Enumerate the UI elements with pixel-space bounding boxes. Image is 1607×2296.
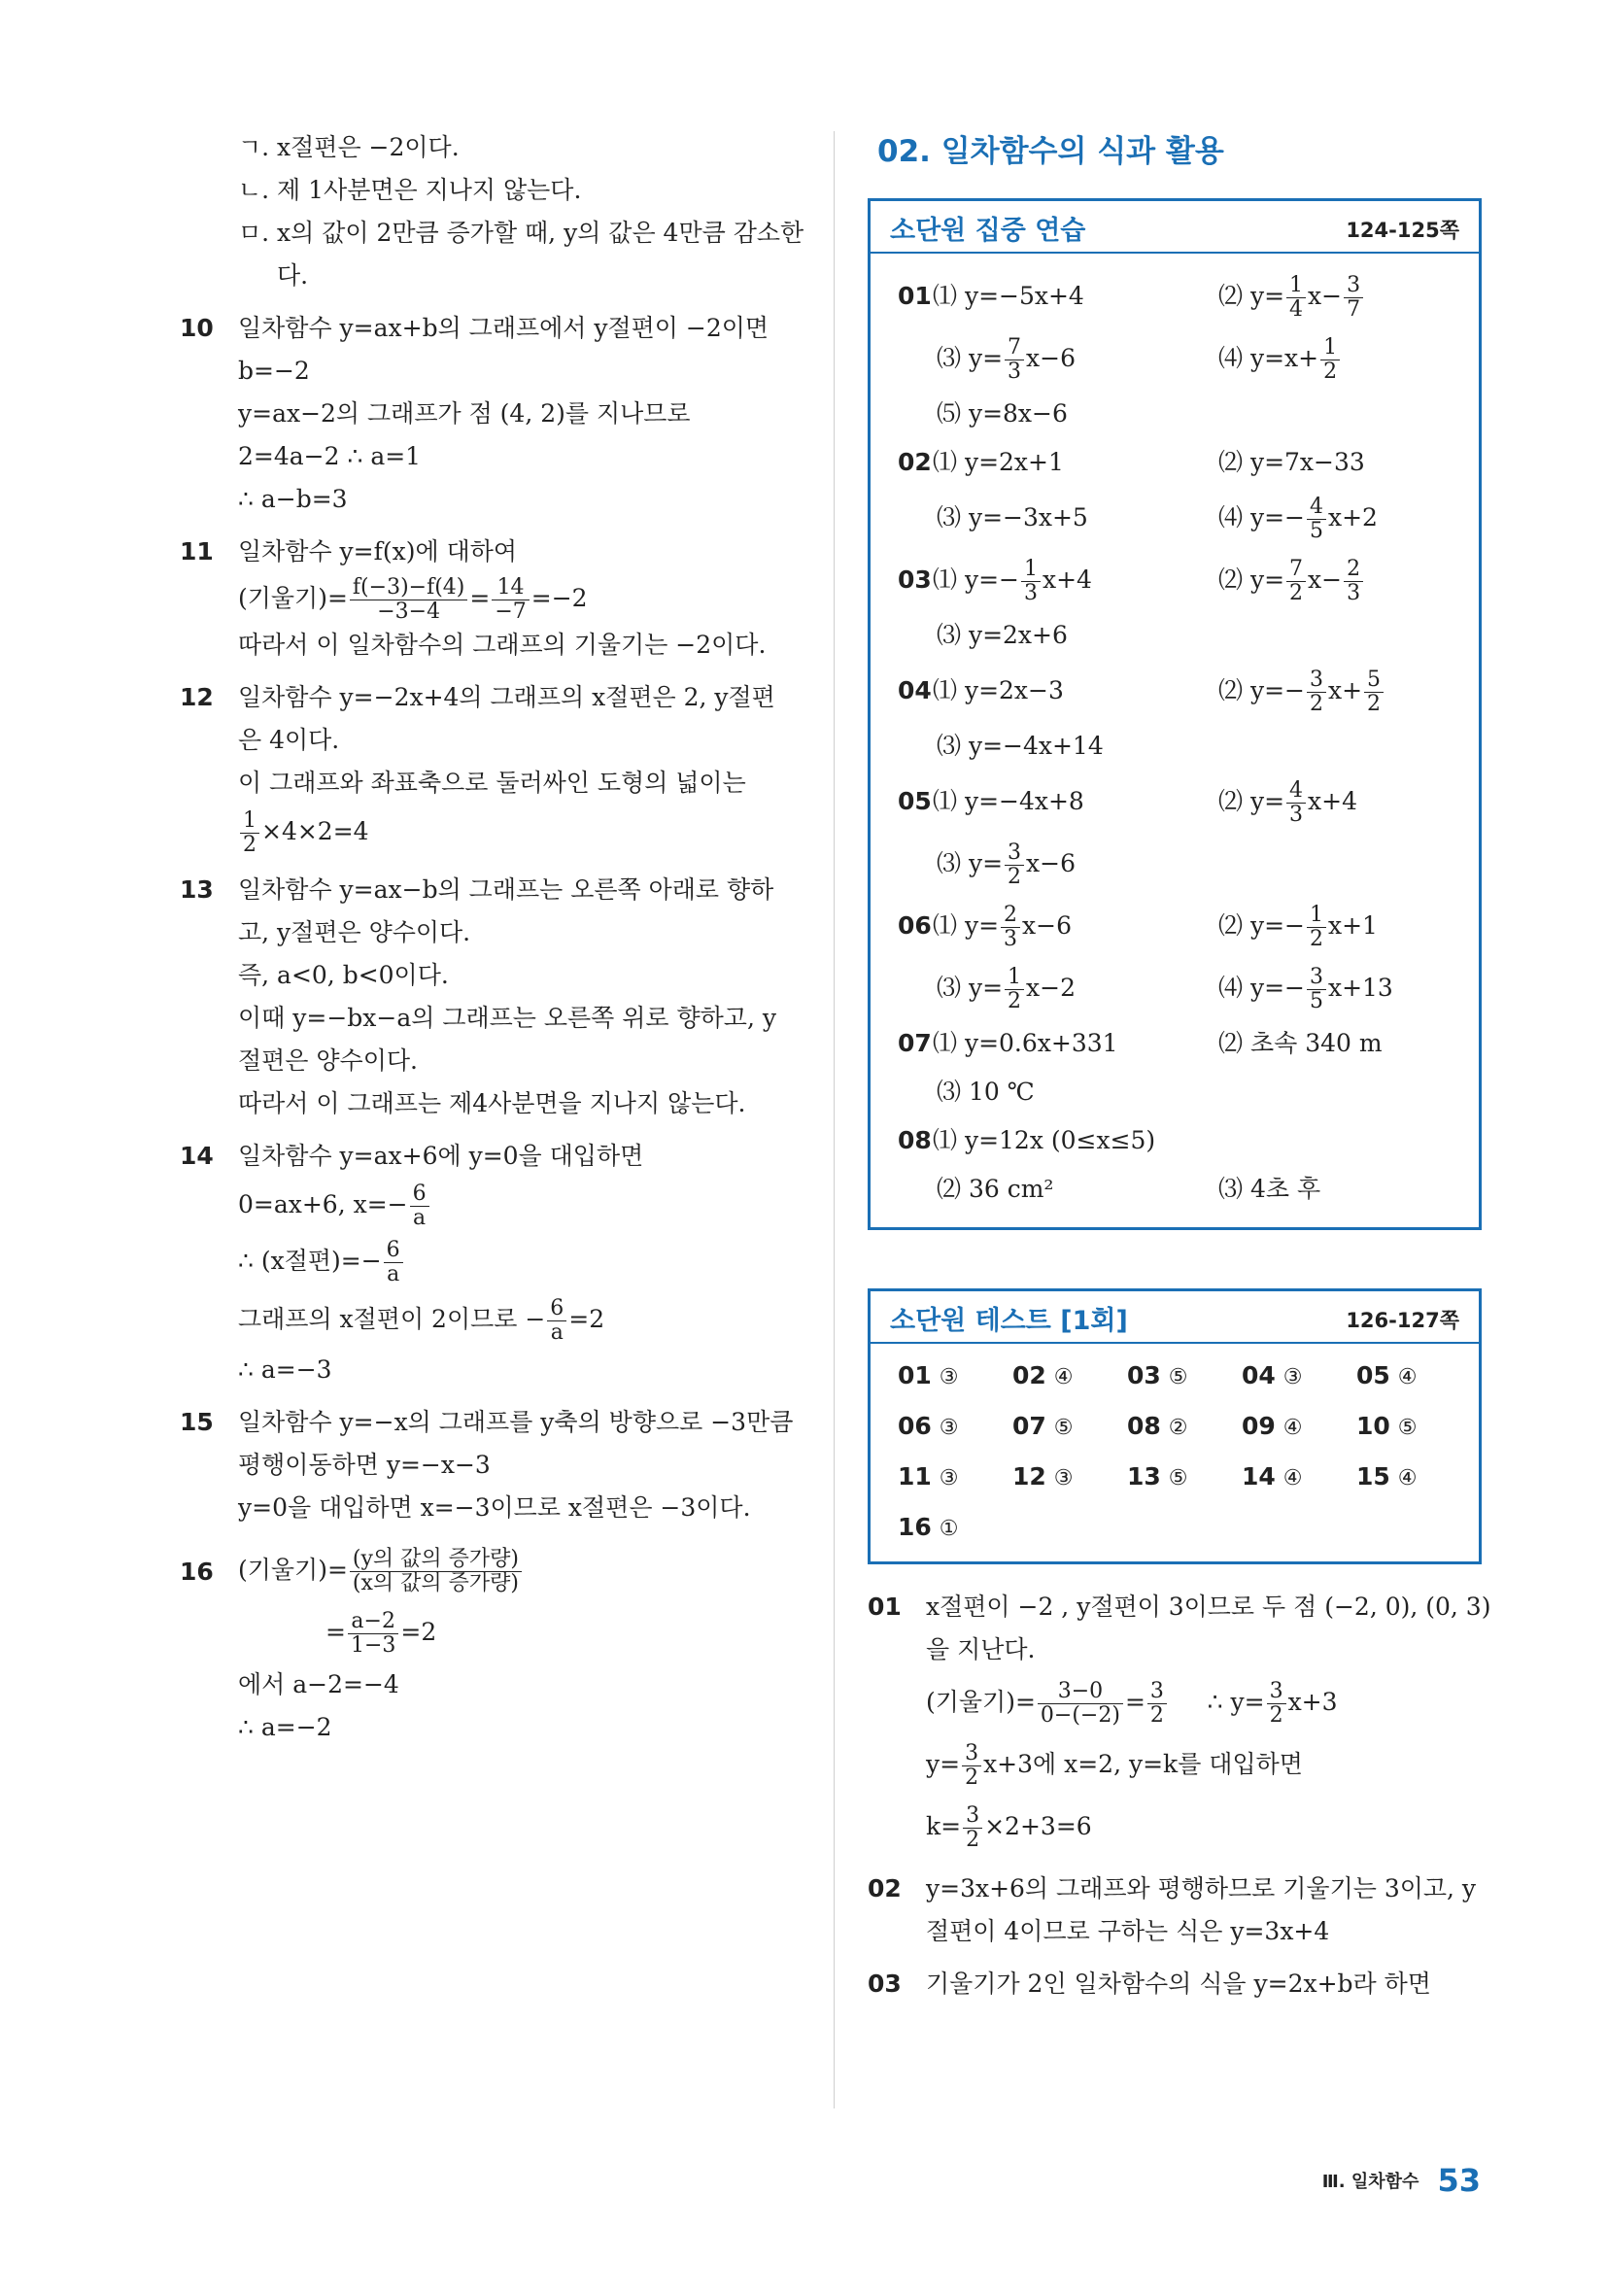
problem-number: 11 [180, 537, 214, 565]
answer-number: 04 [898, 676, 932, 704]
equation-text: (기울기)= [238, 584, 348, 612]
answer-item: ⑷ y=− $\frac{4}{5}$ x+2 [1218, 494, 1378, 543]
problem-number: 15 [180, 1408, 214, 1437]
right-column [868, 126, 1491, 2015]
answer-item: ⑶ 4초 후 [1218, 1175, 1321, 1203]
fraction: $\frac{6}{a}$ [384, 1239, 403, 1286]
chapter-label: Ⅲ. 일차함수 [1321, 2172, 1419, 2192]
slope-equation [926, 1671, 1482, 1733]
answer-item: ⑶ 10 ℃ [937, 1078, 1035, 1106]
solution-line: 이때 y=−bx−a의 그래프는 오른쪽 위로 향하고, y [238, 1004, 776, 1033]
practice-answers [871, 254, 1479, 1227]
solution-01 [868, 1586, 1491, 1858]
answer-item: ⑶ y= $\frac{1}{2}$ x−2 [937, 964, 1076, 1013]
practice-box-header [871, 201, 1479, 254]
slope-equation [238, 1539, 802, 1601]
answer-item: ⑸ y=8x−6 [937, 399, 1068, 428]
equation-text: x+3 [1287, 1688, 1338, 1716]
test-box-title: 소단원 테스트 [1회] [890, 1306, 1128, 1336]
problem-12 [180, 676, 802, 859]
practice-box-title: 소단원 집중 연습 [890, 216, 1086, 246]
answer-row [898, 265, 1459, 327]
solution-line: ∴ a=−2 [238, 1713, 332, 1742]
equation-text: = [469, 584, 491, 612]
solution-line: ∴ a=−3 [238, 1355, 332, 1385]
solution-line: 일차함수 y=ax+6에 y=0을 대입하면 [238, 1142, 644, 1171]
equation-text: x+3에 x=2, y=k를 대입하면 [983, 1750, 1303, 1778]
answer-number: 06 [898, 911, 932, 940]
fraction: $\frac{6}{a}$ [410, 1182, 429, 1230]
answer-row [898, 438, 1459, 487]
answer-row [898, 549, 1459, 611]
answer-item: ⑶ y= $\frac{7}{3}$ x−6 [937, 334, 1076, 384]
answer-row [898, 327, 1459, 390]
answer-item: ⑶ y=2x+6 [937, 621, 1068, 649]
solution-line: b=−2 [238, 357, 310, 385]
problem-13 [180, 869, 802, 1125]
solution-line: 평행이동하면 y=−x−3 [238, 1451, 491, 1480]
fraction: $\frac{14}{-7}$ [492, 576, 529, 624]
solution-line: y=ax−2의 그래프가 점 (4, 2)를 지나므로 [238, 399, 691, 428]
equation-text: y= [926, 1750, 961, 1778]
solution-line: 이 그래프와 좌표축으로 둘러싸인 도형의 넓이는 [238, 769, 746, 798]
test-answer: 07 ⑤ [1012, 1412, 1074, 1440]
test-answer: 16 ① [898, 1513, 959, 1541]
solution-line: 일차함수 y=f(x)에 대하여 [238, 537, 518, 565]
answer-item: ⑷ y=x+ $\frac{1}{2}$ [1218, 327, 1342, 390]
area-equation [238, 805, 802, 859]
equation-text: ×2+3=6 [984, 1812, 1092, 1840]
answer-item: ⑴ y=0.6x+331 [933, 1029, 1118, 1057]
problem-number: 14 [180, 1142, 214, 1171]
answer-item: ⑶ y=−4x+14 [937, 732, 1104, 760]
answer-row [898, 390, 1459, 438]
section-title: 02. 일차함수의 식과 활용 [877, 134, 1224, 169]
fraction: $\frac{f(-3)-f(4)}{-3-4}$ [350, 576, 467, 624]
equation-text: (기울기)= [238, 1556, 348, 1585]
answer-item: ⑴ y=−5x+4 [933, 282, 1084, 310]
solution-line: 일차함수 y=−2x+4의 그래프의 x절편은 2, y절편 [238, 683, 775, 712]
column-divider [834, 131, 835, 2108]
answer-number: 08 [898, 1126, 932, 1154]
problem-number: 03 [868, 1970, 902, 1998]
answer-item: ⑵ y= $\frac{4}{3}$ x+4 [1218, 777, 1357, 827]
solution-line: 일차함수 y=ax−b의 그래프는 오른쪽 아래로 향하 [238, 875, 774, 905]
practice-answer-box [868, 198, 1482, 1230]
answer-item: ⑷ y=− $\frac{3}{5}$ x+13 [1218, 964, 1393, 1013]
test-answer: 12 ③ [1012, 1462, 1074, 1491]
test-answer: 10 ⑤ [1356, 1412, 1418, 1440]
fraction: $\frac{3}{2}$ [1147, 1680, 1167, 1728]
answer-row [898, 1019, 1459, 1068]
left-column [180, 126, 802, 1759]
solution-line: 기울기가 2인 일차함수의 식을 y=2x+b라 하면 [926, 1970, 1431, 1998]
answer-row [898, 611, 1459, 660]
answer-row [898, 1165, 1459, 1214]
test-answer: 05 ④ [1356, 1361, 1418, 1389]
solution-line [238, 1232, 802, 1290]
test-answer: 15 ④ [1356, 1462, 1418, 1491]
solution-line: 일차함수 y=ax+b의 그래프에서 y절편이 −2이면 [238, 314, 769, 342]
answer-item: ⑴ y=− $\frac{1}{3}$ x+4 [933, 556, 1092, 605]
test-answer: 04 ③ [1242, 1361, 1303, 1389]
equation-text: (기울기)= [926, 1688, 1036, 1716]
problem-number: 02 [868, 1874, 902, 1902]
test-answer: 01 ③ [898, 1361, 959, 1389]
answer-item: ⑴ y=2x+1 [933, 448, 1064, 476]
solution-line [926, 1796, 1482, 1858]
answer-item: ⑵ y=− $\frac{1}{2}$ x+1 [1218, 902, 1378, 951]
equation-text: ∴ (x절편)=− [238, 1247, 382, 1276]
answer-row [898, 660, 1459, 722]
solution-line: ∴ a−b=3 [238, 485, 348, 513]
test-box-header [871, 1291, 1479, 1344]
test-answer: 09 ④ [1242, 1412, 1303, 1440]
answer-item: ⑶ y=−3x+5 [937, 503, 1088, 531]
intro-line: ㄴ. 제 1사분면은 지나지 않는다. [238, 176, 582, 204]
answer-row [898, 1116, 1459, 1165]
test-answer: 11 ③ [898, 1462, 959, 1491]
answer-number: 03 [898, 565, 932, 594]
equation-text: ×4×2=4 [261, 817, 369, 846]
answer-row [898, 722, 1459, 771]
fraction: $\frac{3}{2}$ [963, 1804, 982, 1852]
problem-number: 16 [180, 1558, 214, 1587]
fraction: $\frac{\text{(y의 값의 증가량)}}{\text{(x의 값의 증가량)}}$ [350, 1548, 522, 1595]
equation-text: = [1124, 1688, 1145, 1716]
answer-number: 01 [898, 282, 932, 310]
test-answer: 13 ⑤ [1127, 1462, 1188, 1491]
answer-row [898, 895, 1459, 957]
equation-text: =2 [568, 1305, 605, 1334]
problem-number: 10 [180, 314, 214, 342]
solution-line: y=3x+6의 그래프와 평행하므로 기울기는 3이고, y [926, 1874, 1477, 1902]
solution-line: x절편이 −2 , y절편이 3이므로 두 점 (−2, 0), (0, 3) [926, 1593, 1491, 1621]
equation-text: k= [926, 1812, 962, 1840]
answer-number: 05 [898, 787, 932, 815]
solution-03 [868, 1963, 1482, 2005]
solution-line: 은 4이다. [238, 726, 340, 755]
answer-item: ⑵ y=7x−33 [1218, 448, 1365, 476]
fraction: $\frac{3}{2}$ [1267, 1680, 1286, 1728]
page-number: 53 [1437, 2162, 1481, 2199]
test-answer: 02 ④ [1012, 1361, 1074, 1389]
test-answer-grid [871, 1344, 1479, 1561]
fraction: $\frac{3}{2}$ [962, 1742, 981, 1790]
equation-text: ∴ y= [1168, 1688, 1265, 1716]
problem-number: 13 [180, 875, 214, 905]
problem-number: 12 [180, 683, 214, 712]
intro-line: 다. [277, 261, 309, 290]
problem-14 [180, 1135, 802, 1391]
solution-line: 일차함수 y=−x의 그래프를 y축의 방향으로 −3만큼 [238, 1408, 794, 1437]
solution-line: 절편은 양수이다. [238, 1046, 418, 1076]
answer-item: ⑵ 36 cm² [937, 1175, 1054, 1203]
test-answer-box [868, 1288, 1482, 1564]
answer-item: ⑴ y=2x−3 [933, 676, 1064, 704]
page-footer [1322, 2162, 1481, 2199]
problem-number: 01 [868, 1593, 902, 1621]
answer-row [898, 771, 1459, 833]
answer-item: ⑵ y= $\frac{7}{2}$ x− $\frac{2}{3}$ [1218, 549, 1365, 611]
answer-row [898, 487, 1459, 549]
answer-number: 07 [898, 1029, 932, 1057]
answer-item: ⑵ y= $\frac{1}{4}$ x− $\frac{3}{7}$ [1218, 265, 1365, 327]
equation-text: 0=ax+6, x=− [238, 1190, 408, 1219]
test-answer: 03 ⑤ [1127, 1361, 1188, 1389]
solution-line: 따라서 이 일차함수의 그래프의 기울기는 −2이다. [238, 631, 767, 660]
solution-line [238, 1178, 802, 1232]
answer-item: ⑵ y=− $\frac{3}{2}$ x+ $\frac{5}{2}$ [1218, 660, 1385, 722]
equation-text: =2 [400, 1618, 437, 1647]
equation-text: 그래프의 x절편이 2이므로 − [238, 1305, 546, 1334]
answer-row [898, 1068, 1459, 1116]
solution-line [926, 1733, 1482, 1796]
solution-line: 절편이 4이므로 구하는 식은 y=3x+4 [926, 1917, 1330, 1945]
solution-02 [868, 1868, 1482, 1953]
test-answer: 14 ④ [1242, 1462, 1303, 1491]
solution-line: 따라서 이 그래프는 제4사분면을 지나지 않는다. [238, 1089, 746, 1118]
solution-line: 즉, a<0, b<0이다. [238, 961, 449, 990]
solution-line: 고, y절편은 양수이다. [238, 918, 471, 947]
problem-15 [180, 1401, 802, 1529]
problem-10 [180, 307, 802, 521]
equation-text: =−2 [530, 584, 588, 612]
solution-line: 을 지난다. [926, 1635, 1036, 1663]
solution-line: 2=4a−2 ∴ a=1 [238, 442, 422, 470]
answer-number: 02 [898, 448, 932, 476]
slope-equation [238, 1601, 802, 1663]
slope-equation [238, 573, 802, 624]
page-reference: 126-127쪽 [1346, 1309, 1459, 1332]
fraction: $\frac{3-0}{0-(-2)}$ [1038, 1680, 1123, 1728]
fraction: $\frac{1}{2}$ [240, 809, 259, 857]
intro-line: ㄱ. x절편은 −2이다. [238, 133, 460, 161]
answer-row [898, 833, 1459, 895]
problem-11 [180, 531, 802, 667]
answer-row [898, 957, 1459, 1019]
problem-16 [180, 1539, 802, 1749]
answer-item: ⑴ y=−4x+8 [933, 787, 1084, 815]
test-answer: 08 ② [1127, 1412, 1188, 1440]
answer-item: ⑵ 초속 340 m [1218, 1029, 1383, 1057]
page-reference: 124-125쪽 [1346, 219, 1459, 242]
intro-line: ㅁ. x의 값이 2만큼 증가할 때, y의 값은 4만큼 감소한 [238, 219, 804, 247]
answer-item: ⑴ y=12x (0≤x≤5) [933, 1126, 1156, 1154]
equation-text: = [325, 1618, 346, 1647]
fraction: $\frac{6}{a}$ [547, 1297, 566, 1345]
fraction: $\frac{a-2}{1-3}$ [348, 1610, 398, 1658]
solution-line: 에서 a−2=−4 [238, 1670, 399, 1699]
solution-line: y=0을 대입하면 x=−3이므로 x절편은 −3이다. [238, 1493, 751, 1523]
test-answer: 06 ③ [898, 1412, 959, 1440]
answer-item: ⑶ y= $\frac{3}{2}$ x−6 [937, 840, 1076, 889]
answer-item: ⑴ y= $\frac{2}{3}$ x−6 [933, 902, 1072, 951]
solution-line [238, 1290, 802, 1349]
